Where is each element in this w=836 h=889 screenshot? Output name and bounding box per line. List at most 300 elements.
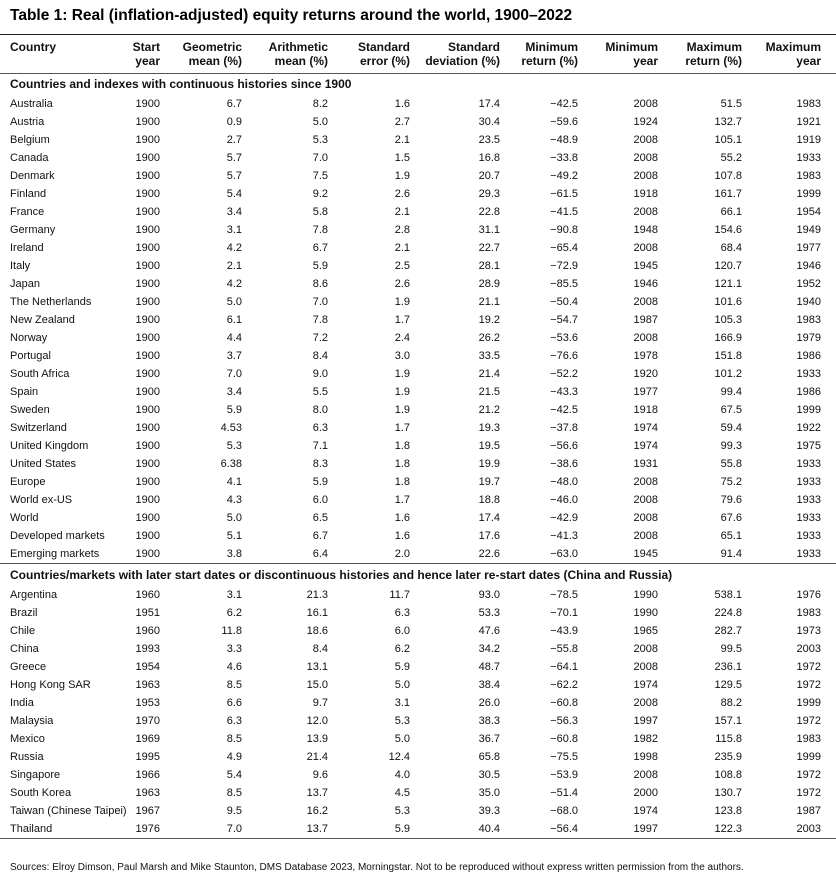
value-cell: 1900 — [135, 530, 160, 542]
value-cell: 108.8 — [714, 769, 742, 781]
value-cell: 1986 — [796, 350, 821, 362]
value-cell: 8.0 — [312, 404, 328, 416]
value-cell: −56.6 — [550, 440, 578, 452]
value-cell: 11.8 — [221, 625, 242, 637]
value-cell: 7.0 — [160, 820, 242, 839]
value-cell: 6.7 — [226, 98, 242, 110]
section-label: Countries and indexes with continuous histories since 1900 — [10, 77, 352, 91]
country-cell: Spain — [10, 386, 39, 398]
value-cell: −48.9 — [550, 134, 578, 146]
value-cell: −33.8 — [550, 152, 578, 164]
table-row — [0, 622, 836, 640]
value-cell: 1.8 — [394, 440, 410, 452]
value-cell: 47.6 — [478, 625, 500, 637]
value-cell: 1983 — [796, 98, 821, 110]
value-cell: 1919 — [796, 134, 821, 146]
value-cell: −65.4 — [550, 242, 578, 254]
value-cell: −64.1 — [550, 661, 578, 673]
value-cell: 1900 — [135, 98, 160, 110]
value-cell: 8.4 — [312, 643, 328, 655]
table-row — [0, 527, 836, 545]
table-row — [0, 491, 836, 509]
value-cell: 1.9 — [394, 386, 410, 398]
value-cell: 1.9 — [394, 296, 410, 308]
table-row — [0, 784, 836, 802]
country-cell: Japan — [10, 278, 40, 290]
value-cell: 1967 — [135, 805, 160, 817]
value-cell: 2008 — [633, 134, 658, 146]
value-cell: 2008 — [633, 512, 658, 524]
value-cell: 1972 — [796, 661, 821, 673]
value-cell: 129.5 — [714, 679, 742, 691]
value-cell: 8.2 — [312, 98, 328, 110]
country-cell: Singapore — [10, 769, 61, 781]
table-row — [0, 131, 836, 149]
value-cell: 1970 — [135, 715, 160, 727]
value-cell: 18.8 — [478, 494, 500, 506]
country-cell: Portugal — [10, 350, 51, 362]
country-cell: United Kingdom — [10, 440, 89, 452]
value-cell: 1.7 — [394, 494, 410, 506]
value-cell: 2008 — [633, 170, 658, 182]
col-header-maximum-year: Maximum year — [765, 40, 821, 68]
country-cell: Taiwan (Chinese Taipei) — [10, 805, 127, 817]
value-cell: 2008 — [633, 494, 658, 506]
value-cell: 0.9 — [226, 116, 242, 128]
value-cell: −78.5 — [550, 589, 578, 601]
value-cell: 29.3 — [478, 188, 500, 200]
value-cell: 66.1 — [720, 206, 742, 218]
value-cell: 1953 — [135, 697, 160, 709]
value-cell: 3.3 — [226, 643, 242, 655]
value-cell: 40.4 — [410, 820, 500, 839]
value-cell: 1979 — [796, 332, 821, 344]
country-cell: World ex-US — [10, 494, 73, 506]
value-cell: 6.3 — [226, 715, 242, 727]
value-cell: 19.9 — [478, 458, 500, 470]
value-cell: 1900 — [135, 188, 160, 200]
value-cell: 3.1 — [394, 697, 410, 709]
value-cell: 1960 — [135, 589, 160, 601]
table-row — [0, 586, 836, 604]
value-cell: 1924 — [633, 116, 658, 128]
value-cell: 1954 — [796, 206, 821, 218]
value-cell: 5.0 — [226, 512, 242, 524]
value-cell: −42.9 — [550, 512, 578, 524]
value-cell: 1900 — [135, 494, 160, 506]
value-cell: 3.0 — [394, 350, 410, 362]
value-cell: 1990 — [633, 607, 658, 619]
value-cell: 1900 — [135, 260, 160, 272]
country-cell: Sweden — [10, 404, 50, 416]
value-cell: 2003 — [796, 643, 821, 655]
value-cell: 8.6 — [312, 278, 328, 290]
value-cell: 1960 — [135, 625, 160, 637]
value-cell: 1990 — [633, 589, 658, 601]
value-cell: 1933 — [796, 494, 821, 506]
value-cell: 2008 — [633, 296, 658, 308]
value-cell: 99.4 — [720, 386, 742, 398]
value-cell: 1900 — [135, 242, 160, 254]
value-cell: 3.1 — [226, 589, 242, 601]
value-cell: 36.7 — [478, 733, 500, 745]
value-cell: 4.1 — [226, 476, 242, 488]
value-cell: −43.9 — [550, 625, 578, 637]
value-cell: 1974 — [633, 679, 658, 691]
value-cell: 19.5 — [478, 440, 500, 452]
value-cell: 1933 — [796, 458, 821, 470]
value-cell: −38.6 — [550, 458, 578, 470]
value-cell: 12.0 — [306, 715, 328, 727]
value-cell: 26.2 — [478, 332, 500, 344]
value-cell: −68.0 — [550, 805, 578, 817]
value-cell: 1951 — [135, 607, 160, 619]
value-cell: 2.1 — [394, 242, 410, 254]
country-cell: Emerging markets — [10, 548, 100, 560]
header-row — [0, 38, 836, 74]
value-cell: 7.5 — [312, 170, 328, 182]
value-cell: 48.7 — [478, 661, 500, 673]
value-cell: 1952 — [796, 278, 821, 290]
value-cell: 122.3 — [658, 820, 742, 839]
value-cell: 2.8 — [394, 224, 410, 236]
table-row — [0, 766, 836, 784]
value-cell: 101.6 — [714, 296, 742, 308]
value-cell: 35.0 — [478, 787, 500, 799]
value-cell: 7.2 — [312, 332, 328, 344]
value-cell: 1973 — [796, 625, 821, 637]
value-cell: 2.7 — [226, 134, 242, 146]
value-cell: 1983 — [796, 170, 821, 182]
country-cell: China — [10, 643, 39, 655]
col-header-start-year: Start year — [132, 40, 160, 68]
table-row — [0, 473, 836, 491]
country-cell: South Korea — [10, 787, 72, 799]
value-cell: −41.3 — [550, 530, 578, 542]
value-cell: 6.5 — [312, 512, 328, 524]
table-row — [0, 676, 836, 694]
country-cell: France — [10, 206, 45, 218]
value-cell: −63.0 — [550, 548, 578, 560]
section-header-row — [0, 564, 836, 587]
value-cell: 2003 — [742, 820, 836, 839]
col-header-arithmetic-mean: Arithmetic mean (%) — [268, 40, 328, 68]
value-cell: 2008 — [633, 332, 658, 344]
value-cell: 1987 — [796, 805, 821, 817]
value-cell: 30.5 — [478, 769, 500, 781]
value-cell: 5.7 — [226, 152, 242, 164]
value-cell: 4.4 — [226, 332, 242, 344]
table-row — [0, 455, 836, 473]
value-cell: 3.1 — [226, 224, 242, 236]
value-cell: 4.5 — [394, 787, 410, 799]
value-cell: 1900 — [135, 314, 160, 326]
table-row — [0, 437, 836, 455]
value-cell: 7.0 — [312, 296, 328, 308]
country-cell: Canada — [10, 152, 49, 164]
value-cell: 1946 — [796, 260, 821, 272]
country-cell: New Zealand — [10, 314, 75, 326]
section-label: Countries/markets with later start dates or discontinuous histories and hence later re-start dates (China and Russia) — [0, 564, 836, 587]
value-cell: 1900 — [135, 296, 160, 308]
value-cell: 18.6 — [306, 625, 328, 637]
table-row — [0, 365, 836, 383]
country-cell: Ireland — [10, 242, 44, 254]
value-cell: 3.7 — [226, 350, 242, 362]
value-cell: 19.3 — [478, 422, 500, 434]
value-cell: 236.1 — [714, 661, 742, 673]
value-cell: 6.3 — [312, 422, 328, 434]
value-cell: 6.7 — [312, 530, 328, 542]
value-cell: 6.0 — [312, 494, 328, 506]
value-cell: 6.3 — [394, 607, 410, 619]
table-row — [0, 95, 836, 113]
value-cell: 7.0 — [226, 368, 242, 380]
value-cell: 1900 — [135, 404, 160, 416]
value-cell: 5.8 — [312, 206, 328, 218]
value-cell: 4.53 — [220, 422, 242, 434]
value-cell: 1995 — [135, 751, 160, 763]
value-cell: 1933 — [796, 530, 821, 542]
country-cell: World — [10, 512, 39, 524]
value-cell: 1983 — [796, 607, 821, 619]
value-cell: 16.2 — [306, 805, 328, 817]
value-cell: 1999 — [796, 751, 821, 763]
value-cell: 1999 — [796, 697, 821, 709]
value-cell: 101.2 — [714, 368, 742, 380]
value-cell: 67.6 — [720, 512, 742, 524]
value-cell: 11.7 — [389, 589, 410, 601]
value-cell: −46.0 — [550, 494, 578, 506]
value-cell: 1900 — [135, 170, 160, 182]
value-cell: −53.6 — [550, 332, 578, 344]
value-cell: −60.8 — [550, 697, 578, 709]
value-cell: 3.4 — [226, 386, 242, 398]
value-cell: −37.8 — [550, 422, 578, 434]
col-header-minimum-return: Minimum return (%) — [521, 40, 578, 68]
value-cell: 2.1 — [394, 134, 410, 146]
value-cell: 1918 — [633, 188, 658, 200]
value-cell: 154.6 — [714, 224, 742, 236]
country-cell: Hong Kong SAR — [10, 679, 91, 691]
value-cell: 7.8 — [312, 314, 328, 326]
country-cell: Thailand — [0, 820, 120, 839]
value-cell: −42.5 — [550, 98, 578, 110]
col-header-standard-deviation: Standard deviation (%) — [425, 40, 500, 68]
value-cell: 1974 — [633, 440, 658, 452]
value-cell: 151.8 — [714, 350, 742, 362]
value-cell: 1993 — [135, 643, 160, 655]
col-header-geometric-mean: Geometric mean (%) — [182, 40, 242, 68]
value-cell: 22.6 — [478, 548, 500, 560]
value-cell: 6.4 — [312, 548, 328, 560]
value-cell: 4.6 — [226, 661, 242, 673]
value-cell: 2008 — [633, 206, 658, 218]
value-cell: 5.0 — [226, 296, 242, 308]
value-cell: 12.4 — [388, 751, 410, 763]
value-cell: 1974 — [633, 422, 658, 434]
value-cell: 1949 — [796, 224, 821, 236]
value-cell: 65.8 — [478, 751, 500, 763]
country-cell: United States — [10, 458, 77, 470]
value-cell: −42.5 — [550, 404, 578, 416]
value-cell: 1931 — [633, 458, 658, 470]
value-cell: 53.3 — [478, 607, 500, 619]
value-cell: 13.1 — [306, 661, 328, 673]
value-cell: 99.3 — [720, 440, 742, 452]
value-cell: 1954 — [135, 661, 160, 673]
value-cell: 123.8 — [714, 805, 742, 817]
table-row — [0, 221, 836, 239]
value-cell: −48.0 — [550, 476, 578, 488]
value-cell: 8.5 — [226, 787, 242, 799]
value-cell: 5.4 — [226, 769, 242, 781]
value-cell: 5.1 — [226, 530, 242, 542]
country-cell: India — [10, 697, 34, 709]
table-row — [0, 239, 836, 257]
value-cell: 1.7 — [394, 422, 410, 434]
value-cell: 9.6 — [312, 769, 328, 781]
value-cell: −60.8 — [550, 733, 578, 745]
value-cell: 6.38 — [220, 458, 242, 470]
value-cell: 2.7 — [394, 116, 410, 128]
value-cell: 17.4 — [478, 98, 500, 110]
top-rule — [0, 34, 836, 35]
table-row — [0, 311, 836, 329]
section-header-row — [0, 74, 836, 96]
value-cell: 19.7 — [478, 476, 500, 488]
value-cell: 13.7 — [306, 787, 328, 799]
value-cell: 5.4 — [226, 188, 242, 200]
value-cell: 93.0 — [478, 589, 500, 601]
value-cell: 34.2 — [478, 643, 500, 655]
value-cell: 33.5 — [478, 350, 500, 362]
value-cell: 1900 — [135, 134, 160, 146]
country-cell: The Netherlands — [10, 296, 92, 308]
country-cell: Developed markets — [10, 530, 105, 542]
value-cell: 21.3 — [306, 589, 328, 601]
value-cell: 5.3 — [312, 134, 328, 146]
value-cell: 1900 — [135, 512, 160, 524]
value-cell: 1972 — [796, 679, 821, 691]
value-cell: 1982 — [633, 733, 658, 745]
value-cell: 2.4 — [394, 332, 410, 344]
value-cell: 1946 — [633, 278, 658, 290]
value-cell: 39.3 — [478, 805, 500, 817]
value-cell: 68.4 — [720, 242, 742, 254]
value-cell: 1976 — [120, 820, 160, 839]
value-cell: 1900 — [135, 116, 160, 128]
value-cell: 6.0 — [394, 625, 410, 637]
value-cell: −76.6 — [550, 350, 578, 362]
value-cell: 1.5 — [394, 152, 410, 164]
value-cell: 1900 — [135, 206, 160, 218]
value-cell: 1933 — [796, 476, 821, 488]
value-cell: 16.1 — [306, 607, 328, 619]
table-row — [0, 167, 836, 185]
country-cell: Austria — [10, 116, 45, 128]
value-cell: 1922 — [796, 422, 821, 434]
table-row — [0, 748, 836, 766]
table-row — [0, 149, 836, 167]
value-cell: 16.8 — [478, 152, 500, 164]
value-cell: 1900 — [135, 278, 160, 290]
value-cell: 67.5 — [720, 404, 742, 416]
value-cell: 1933 — [796, 512, 821, 524]
value-cell: 19.2 — [478, 314, 500, 326]
value-cell: 5.3 — [226, 440, 242, 452]
value-cell: 1918 — [633, 404, 658, 416]
value-cell: 5.9 — [226, 404, 242, 416]
value-cell: 6.1 — [226, 314, 242, 326]
table-title: Table 1: Real (inflation-adjusted) equity returns around the world, 1900–2022 — [10, 7, 573, 24]
value-cell: 1998 — [633, 751, 658, 763]
value-cell: 21.4 — [478, 368, 500, 380]
table-row — [0, 257, 836, 275]
col-header-minimum-year: Minimum year — [605, 40, 658, 68]
value-cell: −55.8 — [550, 643, 578, 655]
value-cell: 1933 — [796, 368, 821, 380]
value-cell: 1986 — [796, 386, 821, 398]
value-cell: 1.9 — [394, 404, 410, 416]
value-cell: 1.9 — [394, 170, 410, 182]
value-cell: 1900 — [135, 332, 160, 344]
table-row — [0, 694, 836, 712]
value-cell: 26.0 — [478, 697, 500, 709]
value-cell: 538.1 — [714, 589, 742, 601]
value-cell: 7.8 — [312, 224, 328, 236]
country-cell: Australia — [10, 98, 53, 110]
value-cell: −62.2 — [550, 679, 578, 691]
value-cell: 5.9 — [312, 260, 328, 272]
value-cell: 105.1 — [714, 134, 742, 146]
value-cell: 9.0 — [312, 368, 328, 380]
value-cell: 1920 — [633, 368, 658, 380]
country-cell: Norway — [10, 332, 48, 344]
value-cell: 1921 — [796, 116, 821, 128]
value-cell: 21.2 — [478, 404, 500, 416]
value-cell: −56.3 — [550, 715, 578, 727]
value-cell: 1.6 — [394, 530, 410, 542]
value-cell: 1948 — [633, 224, 658, 236]
value-cell: 1900 — [135, 350, 160, 362]
value-cell: 1969 — [135, 733, 160, 745]
col-header-maximum-return: Maximum return (%) — [685, 40, 742, 68]
value-cell: 1974 — [633, 805, 658, 817]
value-cell: 2008 — [633, 242, 658, 254]
table-row — [0, 203, 836, 221]
value-cell: 1900 — [135, 368, 160, 380]
value-cell: 51.5 — [720, 98, 742, 110]
value-cell: 17.6 — [478, 530, 500, 542]
value-cell: 21.1 — [478, 296, 500, 308]
returns-table — [0, 38, 836, 839]
value-cell: 6.6 — [226, 697, 242, 709]
value-cell: 1983 — [796, 733, 821, 745]
value-cell: 4.3 — [226, 494, 242, 506]
value-cell: 1975 — [796, 440, 821, 452]
value-cell: 21.4 — [306, 751, 328, 763]
value-cell: 1963 — [135, 787, 160, 799]
value-cell: 1.6 — [394, 512, 410, 524]
value-cell: 2008 — [633, 152, 658, 164]
country-cell: Malaysia — [10, 715, 54, 727]
value-cell: 30.4 — [478, 116, 500, 128]
value-cell: 1987 — [633, 314, 658, 326]
table-row — [0, 383, 836, 401]
value-cell: 38.3 — [478, 715, 500, 727]
value-cell: 1900 — [135, 152, 160, 164]
